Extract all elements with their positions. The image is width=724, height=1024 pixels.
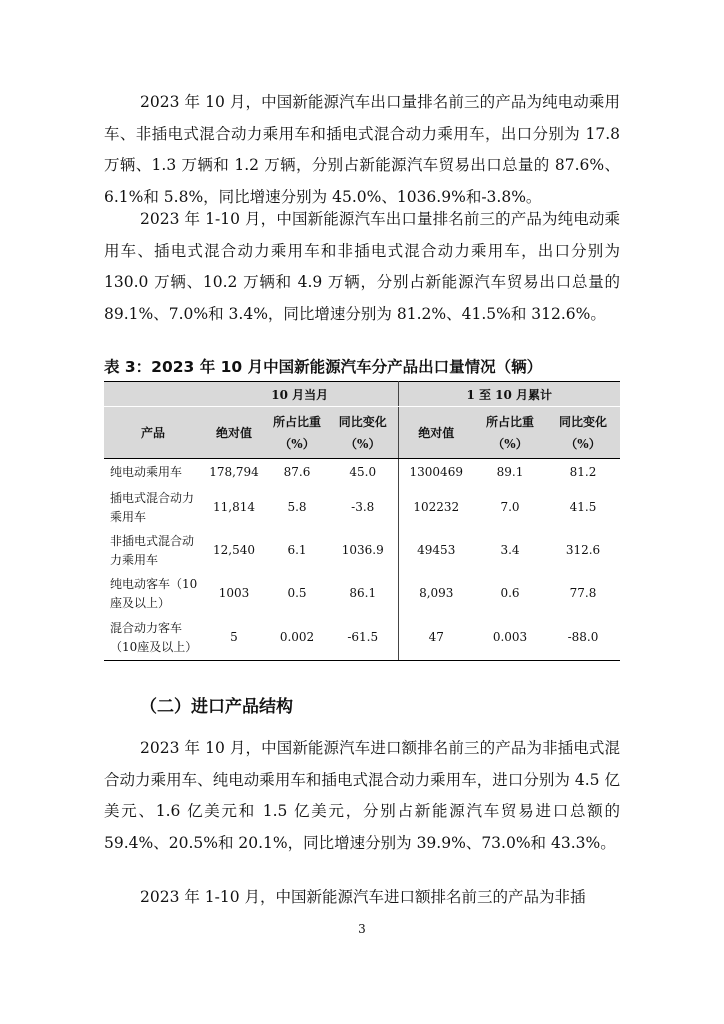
header-share-unit: （%） <box>279 436 315 451</box>
row-product: 纯电动客车（10座及以上） <box>110 576 198 610</box>
row-product: 纯电动乘用车 <box>110 465 183 479</box>
row-product: 非插电式混合动力乘用车 <box>110 533 195 567</box>
header-yoy-unit: （%） <box>345 436 381 451</box>
row-cum-share: 0.6 <box>500 586 520 600</box>
row-product: 混合动力客车（10座及以上） <box>104 615 202 661</box>
paragraph-1: 2023 年 10 月，中国新能源汽车出口量排名前三的产品为纯电动乘用车、非插电式混合动力乘用车和插电式混合动力乘用车，出口分别为 17.8 万辆、1.3 万辆和 1.2 万辆，分别占新能源汽车贸易出口总量的 87.6%、6.1%和 5.8%，同比增速分别为 45.0%、1036.9%和-3.8%。 <box>104 93 620 206</box>
header-abs-cum: 绝对值 <box>398 407 474 459</box>
row-cum-share: 7.0 <box>500 500 520 514</box>
header-product: 产品 <box>104 407 202 459</box>
table-row <box>104 572 620 615</box>
row-month-yoy: -61.5 <box>328 615 398 661</box>
header-yoy-label: 同比变化 <box>338 414 387 429</box>
header-yoy-cum <box>546 407 620 459</box>
header-share-month <box>266 407 328 459</box>
row-month-share: 5.8 <box>287 500 307 514</box>
export-table <box>104 381 620 661</box>
row-month-share: 0.5 <box>287 586 307 600</box>
row-month-abs: 5 <box>202 615 266 661</box>
row-month-share: 6.1 <box>287 543 307 557</box>
row-month-abs: 11,814 <box>213 500 255 514</box>
row-month-share: 0.002 <box>266 615 328 661</box>
header-abs-month: 绝对值 <box>202 407 266 459</box>
table-row <box>104 529 620 572</box>
header-yoy-label: 同比变化 <box>558 414 607 429</box>
row-cum-yoy: 77.8 <box>569 586 597 600</box>
row-product: 插电式混合动力乘用车 <box>110 490 195 524</box>
header-group-month: 10 月当月 <box>202 382 398 407</box>
table-row <box>104 615 620 661</box>
paragraph-4: 2023 年 1-10 月，中国新能源汽车进口额排名前三的产品为非插 <box>140 888 586 906</box>
header-yoy-unit: （%） <box>565 436 601 451</box>
table-row <box>104 486 620 529</box>
table-row <box>104 459 620 487</box>
row-cum-yoy: 81.2 <box>569 465 597 479</box>
row-month-yoy: 86.1 <box>328 572 398 615</box>
row-cum-yoy: 41.5 <box>569 500 597 514</box>
header-share-cum <box>474 407 546 459</box>
row-month-yoy: 1036.9 <box>328 529 398 572</box>
row-cum-yoy: -88.0 <box>546 615 620 661</box>
row-cum-abs: 8,093 <box>419 586 454 600</box>
header-share-label: 所占比重 <box>272 414 321 429</box>
row-cum-share: 3.4 <box>500 543 520 557</box>
header-yoy-month <box>328 407 398 459</box>
row-cum-yoy: 312.6 <box>565 543 601 557</box>
header-share-label: 所占比重 <box>485 414 534 429</box>
row-cum-abs: 47 <box>398 615 474 661</box>
row-cum-share: 0.003 <box>474 615 546 661</box>
paragraph-3: 2023 年 10 月，中国新能源汽车进口额排名前三的产品为非插电式混合动力乘用车、纯电动乘用车和插电式混合动力乘用车，进口分别为 4.5 亿美元、1.6 亿美元和 1.5 亿美元，分别占新能源汽车贸易进口总额的 59.4%、20.5%和 20.1%，同比增速分别为 39.9%、73.0%和 43.3%。 <box>104 739 620 852</box>
row-month-abs: 12,540 <box>213 543 255 557</box>
row-cum-abs: 49453 <box>417 543 456 557</box>
header-share-unit: （%） <box>492 436 528 451</box>
section-heading: （二）进口产品结构 <box>140 697 293 717</box>
row-month-yoy: 45.0 <box>328 459 398 487</box>
row-cum-abs: 102232 <box>413 500 460 514</box>
page-number: 3 <box>358 922 366 936</box>
row-month-abs: 1003 <box>218 586 250 600</box>
row-month-abs: 178,794 <box>209 465 259 479</box>
header-blank <box>104 382 202 407</box>
row-cum-share: 89.1 <box>496 465 524 479</box>
table-caption: 表 3：2023 年 10 月中国新能源汽车分产品出口量情况（辆） <box>104 358 543 376</box>
row-month-yoy: -3.8 <box>328 486 398 529</box>
row-cum-abs: 1300469 <box>409 465 463 479</box>
paragraph-2: 2023 年 1-10 月，中国新能源汽车出口量排名前三的产品为纯电动乘用车、插电式混合动力乘用车和非插电式混合动力乘用车，出口分别为 130.0 万辆、10.2 万辆和 4.9 万辆，分别占新能源汽车贸易出口总量的 89.1%、7.0%和 3.4%，同比增速分别为 81.2%、41.5%和 312.6%。 <box>104 210 620 323</box>
row-month-share: 87.6 <box>283 465 311 479</box>
header-group-cumulative: 1 至 10 月累计 <box>398 382 620 407</box>
